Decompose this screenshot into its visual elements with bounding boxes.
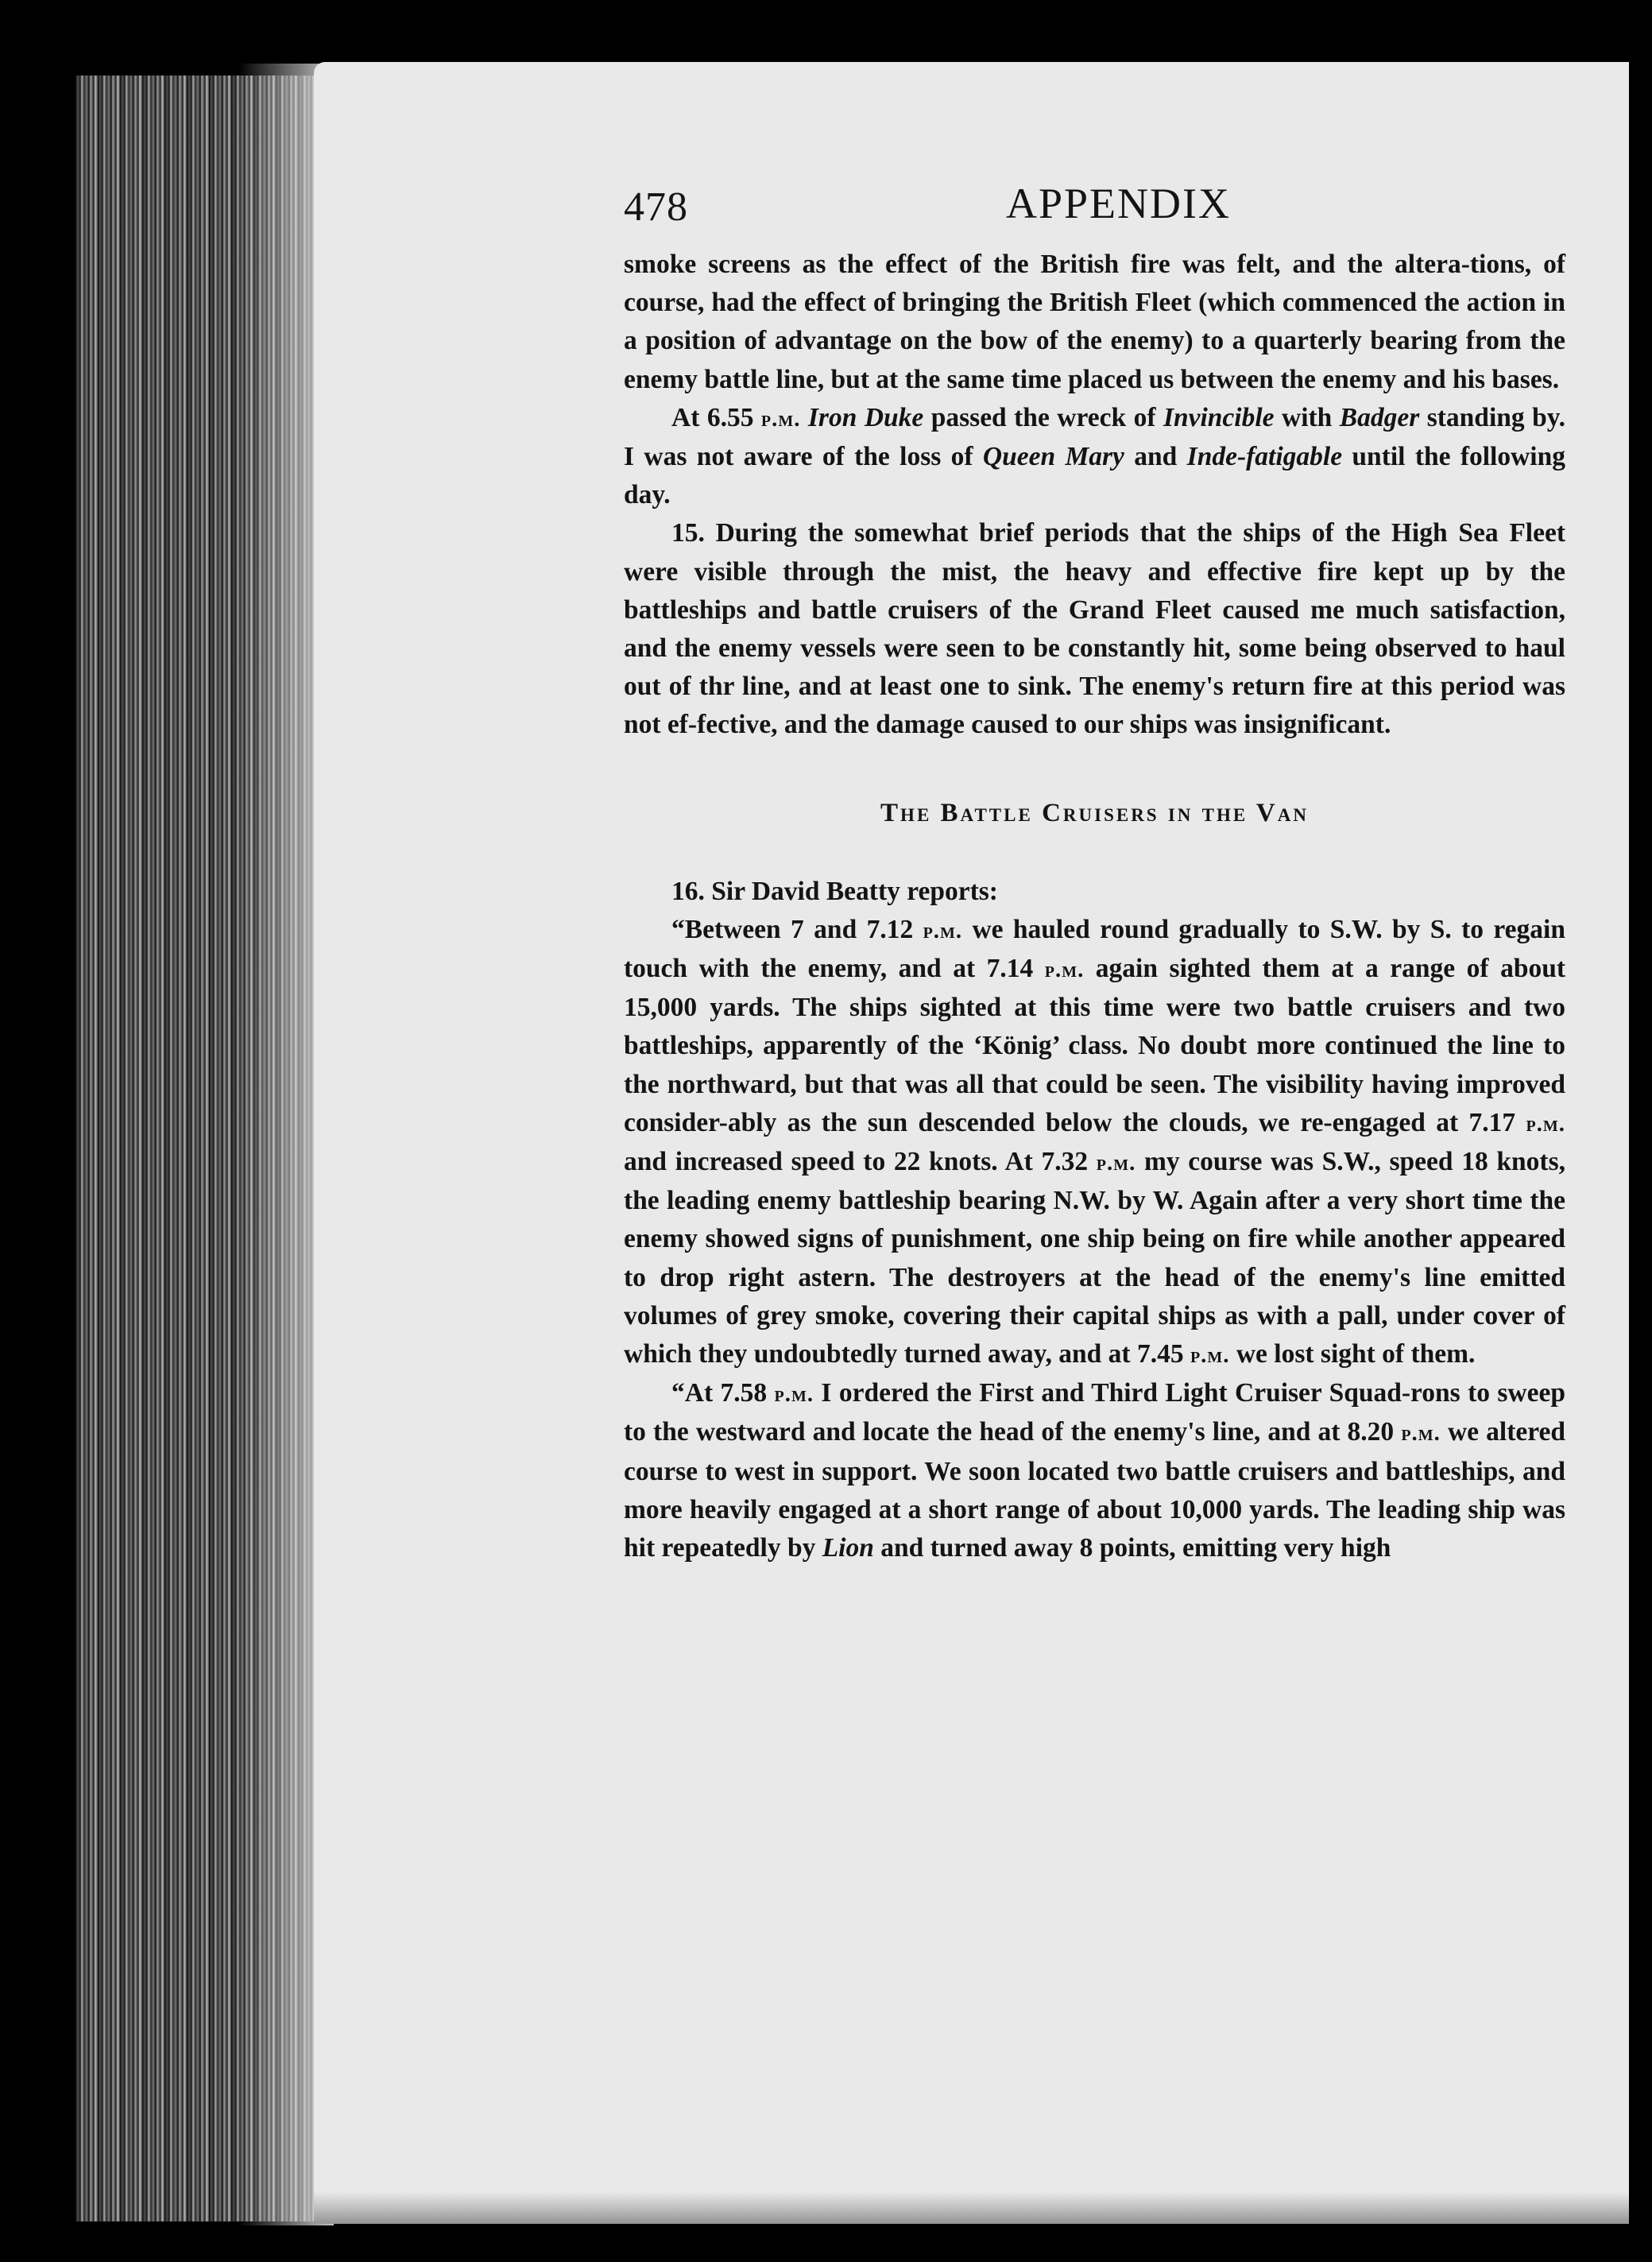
text-run: Invincible: [1163, 402, 1275, 432]
text-run: p.m.: [1044, 957, 1085, 983]
text-run: I ordered the First and Third Light Cruiser Squad-rons to sweep to the westward and locate the head of the enemy's line, and at 8.20: [624, 1378, 1565, 1447]
running-title: APPENDIX: [1005, 180, 1232, 227]
text-run: Inde-fatigable: [1186, 442, 1343, 472]
text-run: Iron Duke: [807, 402, 924, 432]
paragraph-p2: [624, 399, 1565, 515]
page-number: 478: [624, 184, 688, 230]
paragraph-p4: [624, 873, 1565, 911]
text-run: p.m.: [774, 1381, 814, 1408]
text-run: p.m.: [923, 917, 963, 943]
paragraph-p5: [624, 911, 1565, 1374]
paragraph-p1: [624, 246, 1565, 399]
text-run: until the following day.: [624, 442, 1566, 510]
text-run: p.m.: [760, 405, 801, 432]
text-run: with: [1274, 402, 1340, 432]
text-run: Badger: [1339, 402, 1420, 432]
text-run: we lost sight of them.: [1229, 1339, 1476, 1369]
text-run: “At 7.58: [671, 1378, 775, 1408]
text-run: passed the wreck of: [923, 402, 1163, 432]
text-run: we hauled round gradually to S.W. by S. to regain touch with the enemy, and at 7.14: [624, 914, 1565, 984]
body-text-bottom: [624, 873, 1565, 1568]
text-run: p.m.: [1526, 1110, 1565, 1137]
text-run: “Between 7 and 7.12: [671, 914, 923, 944]
text-run: we altered course to west in support. We soon located two battle cruisers and battleships, and more heavily engaged at a short range of about 10,000 yards. The leading ship was hit repeatedly by: [624, 1417, 1565, 1563]
body-text-top: [624, 246, 1565, 745]
text-run: and increased speed to 22 knots. At 7.32: [624, 1147, 1097, 1177]
text-run: smoke screens as the effect of the British fire was felt, and the altera-tions, of course, had the effect of bringing the British Fleet (which commenced the action in a position of advantage on the bow of the enemy) to a quarterly bearing from the enemy battle line, but at the same time placed us between the enemy and his bases.: [624, 250, 1565, 394]
text-run: and: [1124, 442, 1187, 472]
text-run: p.m.: [1401, 1420, 1441, 1447]
text-run: p.m.: [1096, 1150, 1136, 1176]
text-run: my course was S.W., speed 18 knots, the leading enemy battleship bearing N.W. by W. Again after a very short time the enemy showed signs of punishment, one ship being on fire while another appeared to drop right astern. The destroyers at the head of the enemy's line emitted volumes of grey smoke, covering their capital ships as with a pall, under cover of which they undoubtedly turned away, and at 7.45: [624, 1147, 1565, 1369]
text-run: Queen Mary: [982, 442, 1124, 472]
text-run: p.m.: [1190, 1342, 1230, 1369]
text-run: At 6.55: [671, 402, 761, 432]
text-block: [624, 179, 1565, 1567]
text-run: 16. Sir David Beatty reports:: [671, 876, 998, 906]
paragraph-p3: [624, 514, 1565, 744]
text-run: standing by. I was not aware of the loss of: [624, 402, 1566, 472]
text-run: Lion: [822, 1533, 874, 1563]
text-run: 15. During the somewhat brief periods that the ships of the High Sea Fleet were visible through the mist, the heavy and effective fire kept up by the battleships and battle cruisers of the Grand Fleet caused me much satisfaction, and the enemy vessels were seen to be constantly hit, some being observed to haul out of thr line, and at least one to sink. The enemy's return fire at this period was not ef-fective, and the damage caused to our ships was insignificant.: [624, 518, 1565, 740]
text-run: again sighted them at a range of about 15,000 yards. The ships sighted at this time were two battle cruisers and two battleships, apparently of the ‘König’ class. No doubt more continued the line to the northward, but that was all that could be seen. The visibility having improved consider-ably as the sun descended below the clouds, we re-engaged at 7.17: [624, 954, 1565, 1137]
text-run: and turned away 8 points, emitting very high: [873, 1533, 1391, 1563]
paragraph-p6: [624, 1374, 1565, 1567]
section-heading: The Battle Cruisers in the Van: [880, 798, 1309, 827]
text-run: [800, 403, 807, 432]
running-head: [624, 179, 1565, 242]
